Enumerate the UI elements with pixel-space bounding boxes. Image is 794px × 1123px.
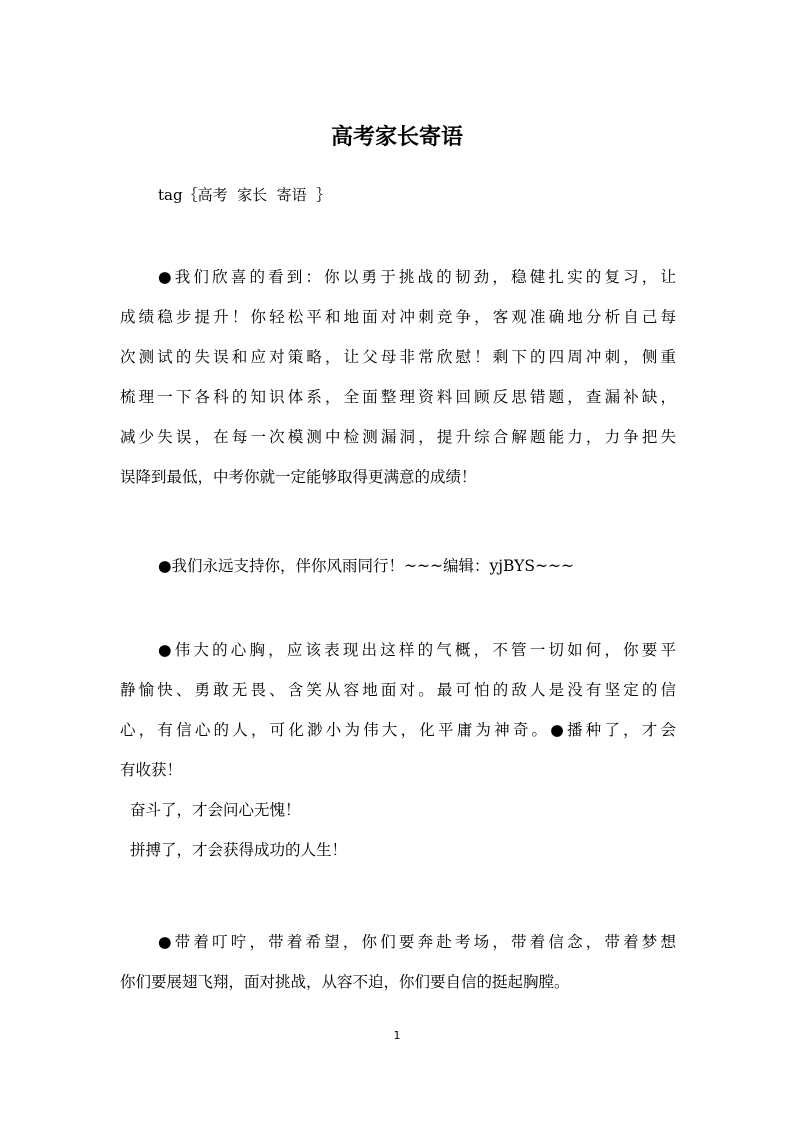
paragraph-4	[120, 922, 676, 1002]
paragraph-line: 拼搏了，才会获得成功的人生！	[130, 841, 348, 859]
page-title: 高考家长寄语	[330, 125, 463, 150]
paragraph-3	[120, 630, 676, 870]
paragraph-line: 奋斗了，才会问心无愧！	[130, 801, 301, 819]
paragraph-2	[120, 546, 676, 586]
paragraph-line: ●带着叮咛，带着希望，你们要奔赴考场，带着信念，带着梦想	[158, 933, 676, 951]
page-number: 1	[393, 1029, 401, 1042]
tag-line: tag｛高考 家长 寄语 ｝	[158, 186, 332, 204]
paragraph-line: 你们要展翅飞翔，面对挑战，从容不迫，你们要自信的挺起胸膛。	[120, 973, 570, 991]
paragraph-line: 次测试的失误和应对策略，让父母非常欣慰！剩下的四周冲刺，侧重	[120, 348, 676, 366]
paragraph-line: 误降到最低，中考你就一定能够取得更满意的成绩！	[120, 468, 477, 486]
paragraph-1	[120, 257, 676, 497]
paragraph-line: ●伟大的心胸，应该表现出这样的气概，不管一切如何，你要平	[158, 641, 676, 659]
paragraph-line: 静愉快、勇敢无畏、含笑从容地面对。最可怕的敌人是没有坚定的信	[120, 681, 676, 699]
paragraph-line: ●我们永远支持你，伴你风雨同行！~~~编辑：yjBYS~~~	[158, 557, 574, 575]
paragraph-line: 梳理一下各科的知识体系，全面整理资料回顾反思错题，查漏补缺，	[120, 388, 676, 406]
paragraph-line: ●我们欣喜的看到：你以勇于挑战的韧劲，稳健扎实的复习，让	[158, 268, 676, 286]
paragraph-line: 心，有信心的人，可化渺小为伟大，化平庸为神奇。●播种了，才会	[120, 721, 676, 739]
paragraph-line: 减少失误，在每一次模测中检测漏洞，提升综合解题能力，力争把失	[120, 428, 676, 446]
paragraph-line: 有收获！	[120, 761, 183, 779]
paragraph-line: 成绩稳步提升！你轻松平和地面对冲刺竞争，客观准确地分析自己每	[120, 308, 676, 326]
